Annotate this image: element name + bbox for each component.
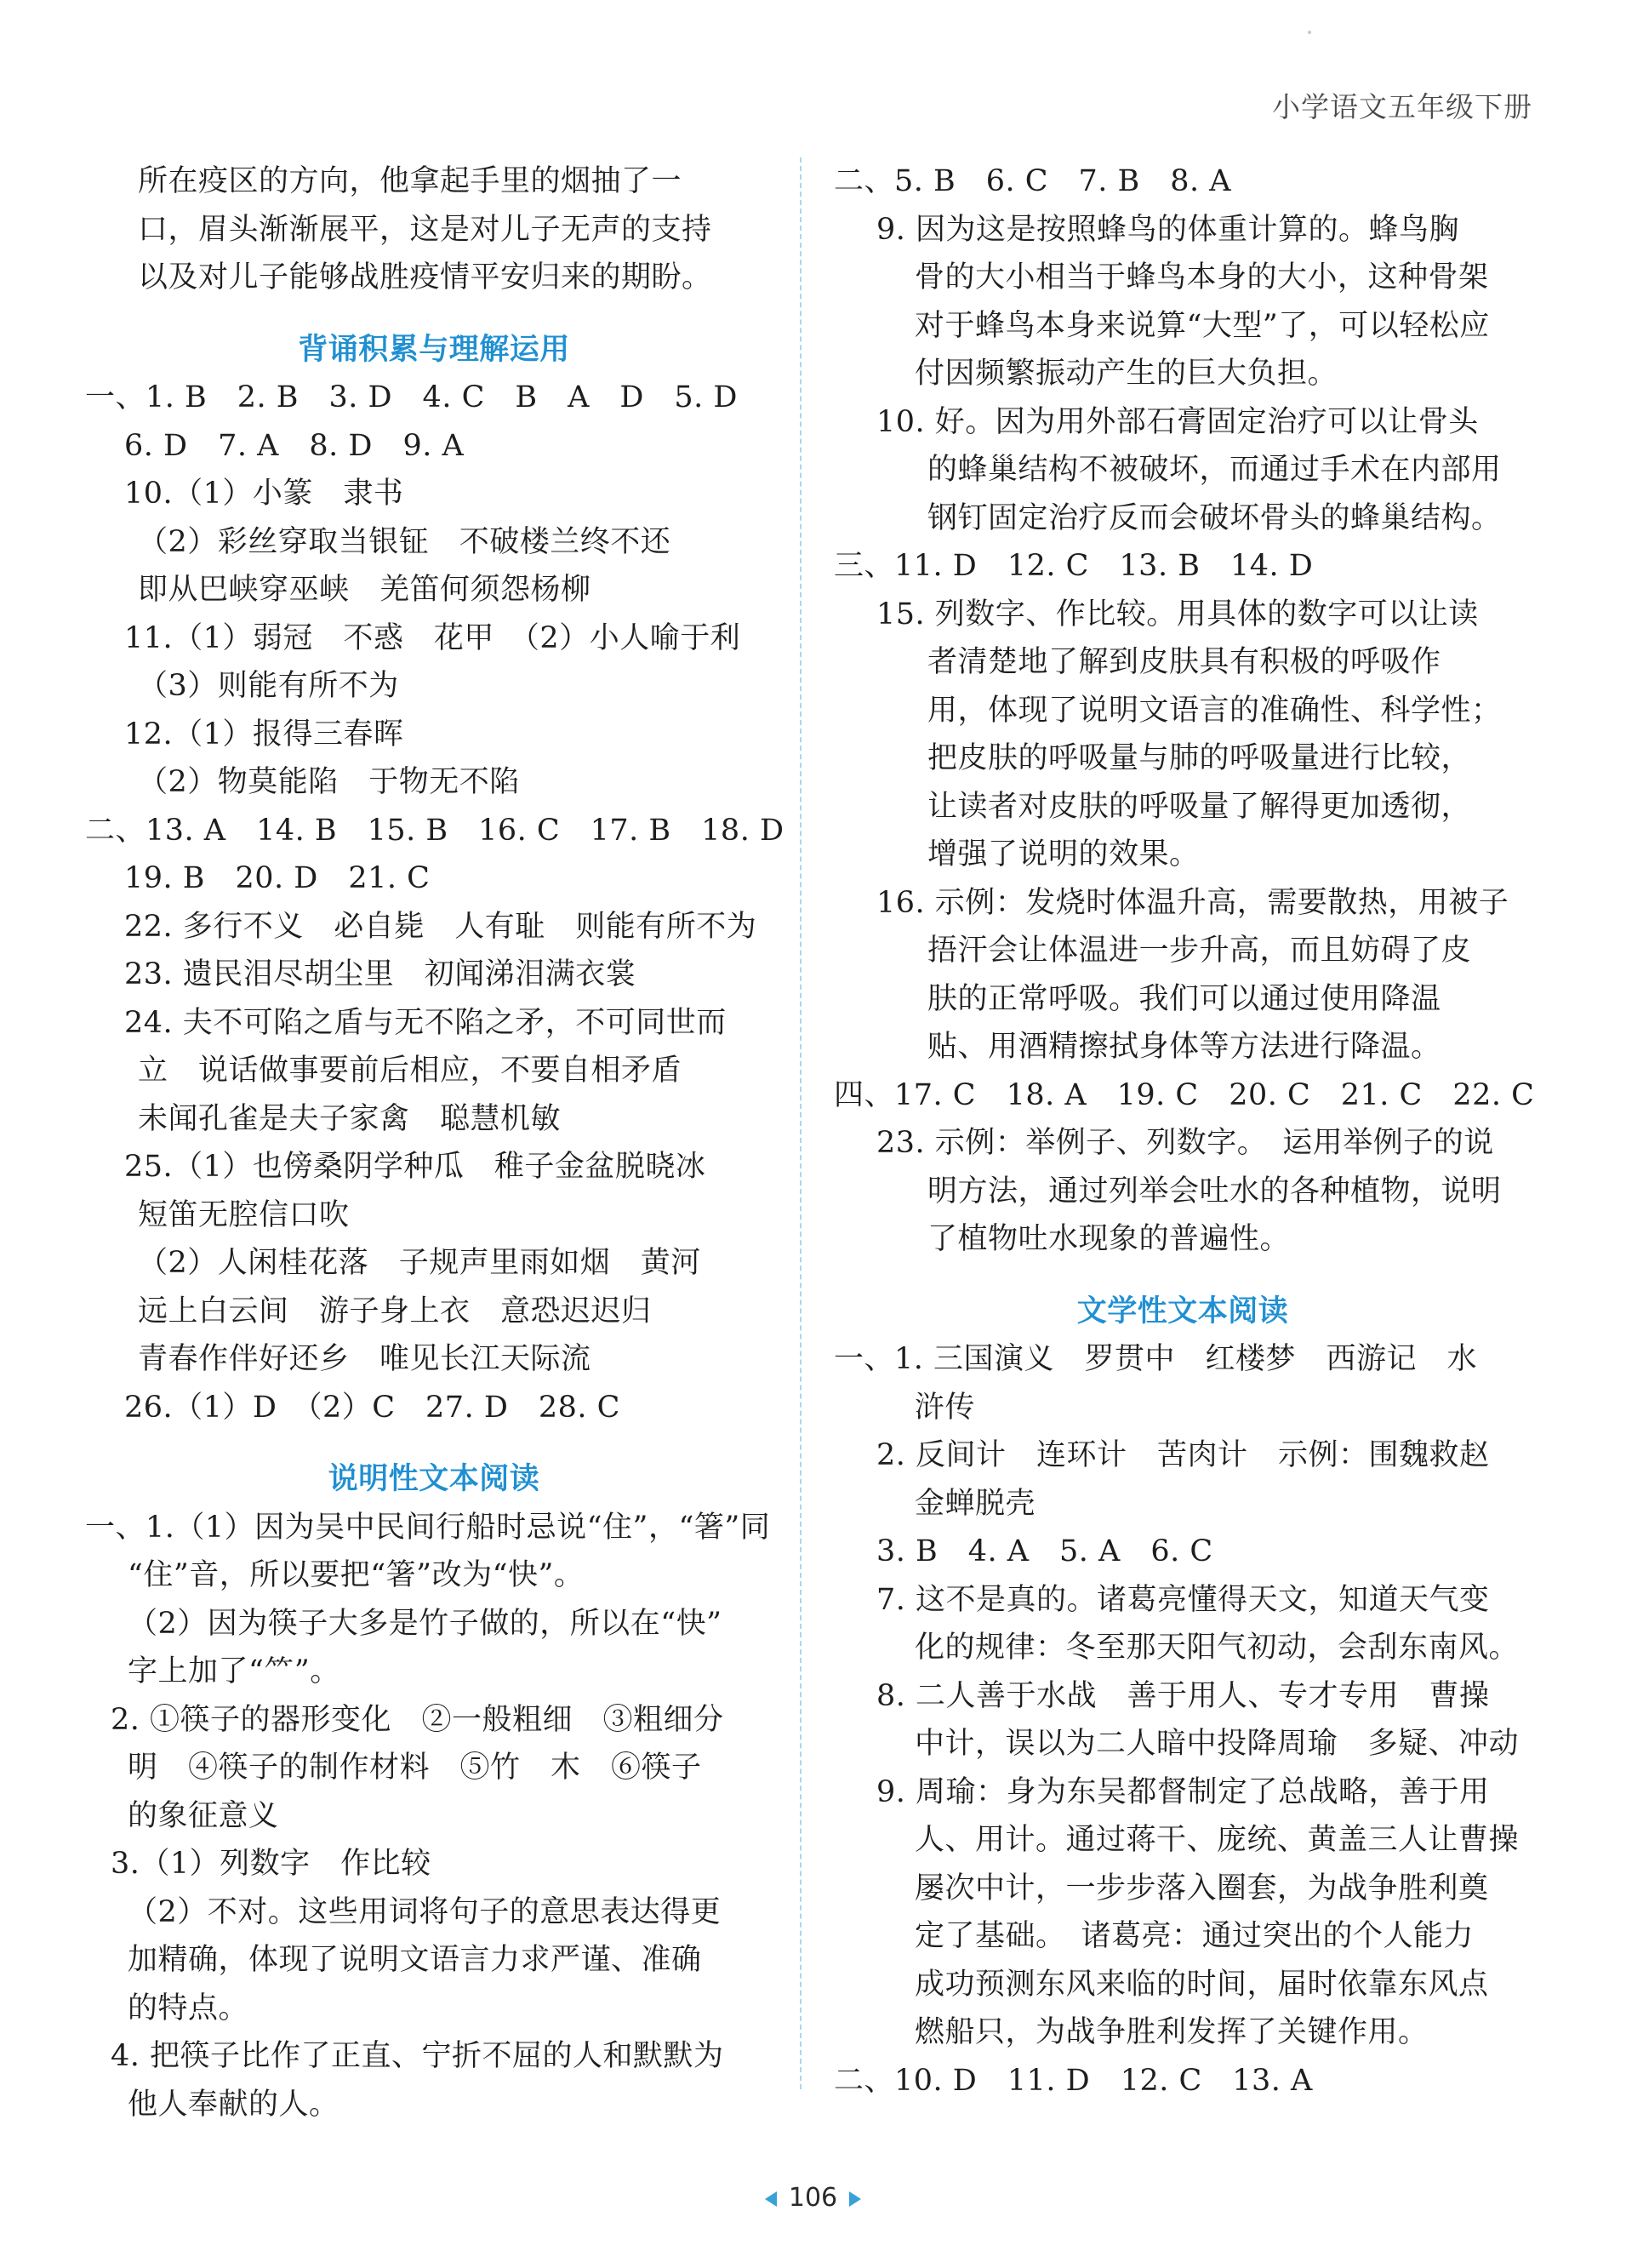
spacer [85, 1431, 783, 1455]
answer-line: 以及对儿子能够战胜疫情平安归来的期盼。 [138, 260, 712, 294]
answer-line: 明方法，通过列举会吐水的各种植物，说明 [927, 1174, 1502, 1208]
answer-line: 明 ④筷子的制作材料 ⑤竹 木 ⑥筷子 [128, 1751, 702, 1785]
answer-line: 让读者对皮肤的呼吸量了解得更加透彻， [927, 789, 1472, 824]
answer-line: 22. 多行不义 必自毙 人有耻 则能有所不为 [124, 909, 757, 944]
answer-line: （2）彩丝穿取当银钲 不破楼兰终不还 [138, 524, 671, 559]
answer-line: 用，体现了说明文语言的准确性、科学性； [927, 693, 1502, 728]
answer-line: 短笛无腔信口吹 [138, 1197, 350, 1232]
answer-line: 3.（1）列数字 作比较 [111, 1847, 431, 1881]
answer-line: 一、1. B 2. B 3. D 4. C B A D 5. D [85, 380, 738, 414]
answer-line: 12.（1）报得三春晖 [124, 717, 404, 751]
answer-line: 3. B 4. A 5. A 6. C [876, 1534, 1213, 1568]
answer-line: 立 说话做事要前后相应，不要自相矛盾 [138, 1054, 682, 1088]
answer-line: 的蜂巢结构不被破坏，而通过手术在内部用 [927, 453, 1502, 487]
answer-line: 骨的大小相当于蜂鸟本身的大小，这种骨架 [915, 260, 1489, 294]
answer-line: （2）物莫能陷 于物无不陷 [138, 765, 520, 799]
answer-line: 青春作伴好还乡 唯见长江天际流 [138, 1342, 591, 1376]
answer-line: 所在疫区的方向，他拿起手里的烟抽了一 [138, 164, 682, 198]
answer-line: 人、用计。通过蒋干、庞统、黄盖三人让曹操 [915, 1823, 1520, 1857]
answer-line: 四、17. C 18. A 19. C 20. C 21. C 22. C [834, 1077, 1535, 1112]
answer-line: 对于蜂鸟本身来说算“大型”了，可以轻松应 [915, 308, 1490, 343]
spacer [834, 1264, 1532, 1288]
answer-line: （2）不对。这些用词将句子的意思表达得更 [128, 1894, 722, 1929]
answer-line: 23. 遗民泪尽胡尘里 初闻涕泪满衣裳 [124, 957, 636, 991]
prev-page-arrow-icon [765, 2191, 777, 2207]
answer-line: 远上白云间 游子身上衣 意恐迟迟归 [138, 1294, 652, 1328]
answer-line: 贴、用酒精擦拭身体等方法进行降温。 [927, 1030, 1441, 1064]
answer-line: 一、1.（1）因为吴中民间行船时忌说“住”，“箸”同 [85, 1510, 771, 1545]
answer-line: 4. 把筷子比作了正直、宁折不屈的人和默默为 [111, 2039, 724, 2073]
book-title: 小学语文五年级下册 [1272, 90, 1532, 123]
answer-line: 9. 周瑜：身为东吴都督制定了总战略，善于用 [876, 1774, 1490, 1809]
answer-line: 二、5. B 6. C 7. B 8. A [834, 164, 1232, 198]
answer-line: 金蝉脱壳 [915, 1486, 1036, 1521]
page-number-label: 106 [788, 2183, 838, 2213]
answer-line: 2. 反间计 连环计 苦肉计 示例：围魏救赵 [876, 1438, 1490, 1472]
column-divider [800, 157, 802, 2089]
left-column [85, 157, 783, 2128]
answer-line: （3）则能有所不为 [138, 669, 399, 703]
answer-line: 付因频繁振动产生的巨大负担。 [915, 357, 1338, 391]
answer-line: 中计，误以为二人暗中投降周瑜 多疑、冲动 [915, 1727, 1520, 1761]
answer-line: 字上加了“⺮”。 [128, 1654, 340, 1688]
answer-line: 把皮肤的呼吸量与肺的呼吸量进行比较， [927, 741, 1472, 775]
header-decoration-dot [1308, 31, 1311, 34]
answer-line: 他人奉献的人。 [128, 2087, 339, 2122]
section-heading-literary: 文学性文本阅读 [1076, 1294, 1289, 1328]
answer-line: 23. 示例：举例子、列数字。 运用举例子的说 [876, 1126, 1494, 1160]
answer-line: 加精确，体现了说明文语言力求严谨、准确 [128, 1943, 702, 1977]
answer-line: “住”音，所以要把“箸”改为“快”。 [128, 1558, 585, 1592]
answer-line: 15. 列数字、作比较。用具体的数字可以让读 [876, 597, 1479, 631]
answer-line: 了植物吐水现象的普遍性。 [927, 1222, 1291, 1256]
answer-line: 一、1. 三国演义 罗贯中 红楼梦 西游记 水 [834, 1342, 1478, 1376]
answer-line: 口，眉头渐渐展平，这是对儿子无声的支持 [138, 212, 712, 247]
answer-line: 三、11. D 12. C 13. B 14. D [834, 549, 1314, 583]
answer-line: 未闻孔雀是夫子家禽 聪慧机敏 [138, 1101, 562, 1136]
answer-line: 的特点。 [128, 1991, 249, 2025]
answer-line: （2）人闲桂花落 子规声里雨如烟 黄河 [138, 1246, 701, 1280]
answer-line: 7. 这不是真的。诸葛亮懂得天文，知道天气变 [876, 1582, 1490, 1617]
answer-line: 11.（1）弱冠 不惑 花甲 （2）小人喻于利 [124, 620, 741, 655]
answer-line: 9. 因为这是按照蜂鸟的体重计算的。蜂鸟胸 [876, 212, 1460, 247]
answer-line: 24. 夫不可陷之盾与无不陷之矛，不可同世而 [124, 1005, 727, 1040]
answer-line: 肤的正常呼吸。我们可以通过使用降温 [927, 981, 1441, 1016]
answer-line: 增强了说明的效果。 [927, 837, 1200, 871]
section-heading-recitation: 背诵积累与理解运用 [298, 332, 570, 367]
answer-line: 10.（1）小篆 隶书 [124, 477, 404, 511]
answer-line: 钢钉固定治疗反而会破坏骨头的蜂巢结构。 [927, 500, 1502, 535]
answer-line: 捂汗会让体温进一步升高，而且妨碍了皮 [927, 934, 1472, 968]
answer-line: 16. 示例：发烧时体温升高，需要散热，用被子 [876, 885, 1509, 920]
answer-line: 浒传 [915, 1390, 976, 1425]
page-number [0, 2183, 1626, 2213]
answer-line: 屡次中计，一步步落入圈套，为战争胜利奠 [915, 1871, 1489, 1905]
next-page-arrow-icon [849, 2191, 861, 2207]
answer-line: 10. 好。因为用外部石膏固定治疗可以让骨头 [876, 404, 1479, 439]
answer-line: 即从巴峡穿巫峡 羌笛何须怨杨柳 [138, 573, 591, 607]
answer-line: 2. ①筷子的器形变化 ②一般粗细 ③粗细分 [111, 1702, 724, 1737]
answer-line: 定了基础。 诸葛亮：通过突出的个人能力 [915, 1919, 1475, 1953]
answer-line: 26.（1）D （2）C 27. D 28. C [124, 1390, 620, 1425]
section-heading-expository: 说明性文本阅读 [328, 1462, 540, 1496]
spacer [85, 302, 783, 326]
answer-line: 成功预测东风来临的时间，届时依靠东风点 [915, 1967, 1489, 2002]
answer-line: 19. B 20. D 21. C [124, 861, 431, 895]
answer-line: 化的规律：冬至那天阳气初动，会刮东南风。 [915, 1631, 1520, 1665]
answer-line: 6. D 7. A 8. D 9. A [124, 428, 465, 463]
answer-line: 二、13. A 14. B 15. B 16. C 17. B 18. D [85, 813, 784, 848]
answer-line: 二、10. D 11. D 12. C 13. A [834, 2063, 1313, 2098]
answer-line: 燃船只，为战争胜利发挥了关键作用。 [915, 2015, 1429, 2049]
answer-line: 的象征意义 [128, 1798, 279, 1833]
right-column [834, 157, 1535, 2105]
answer-line: （2）因为筷子大多是竹子做的，所以在“快” [128, 1606, 722, 1641]
answer-line: 者清楚地了解到皮肤具有积极的呼吸作 [927, 645, 1441, 679]
answer-line: 25.（1）也傍桑阴学种瓜 稚子金盆脱晓冰 [124, 1150, 706, 1184]
answer-line: 8. 二人善于水战 善于用人、专才专用 曹操 [876, 1678, 1490, 1713]
